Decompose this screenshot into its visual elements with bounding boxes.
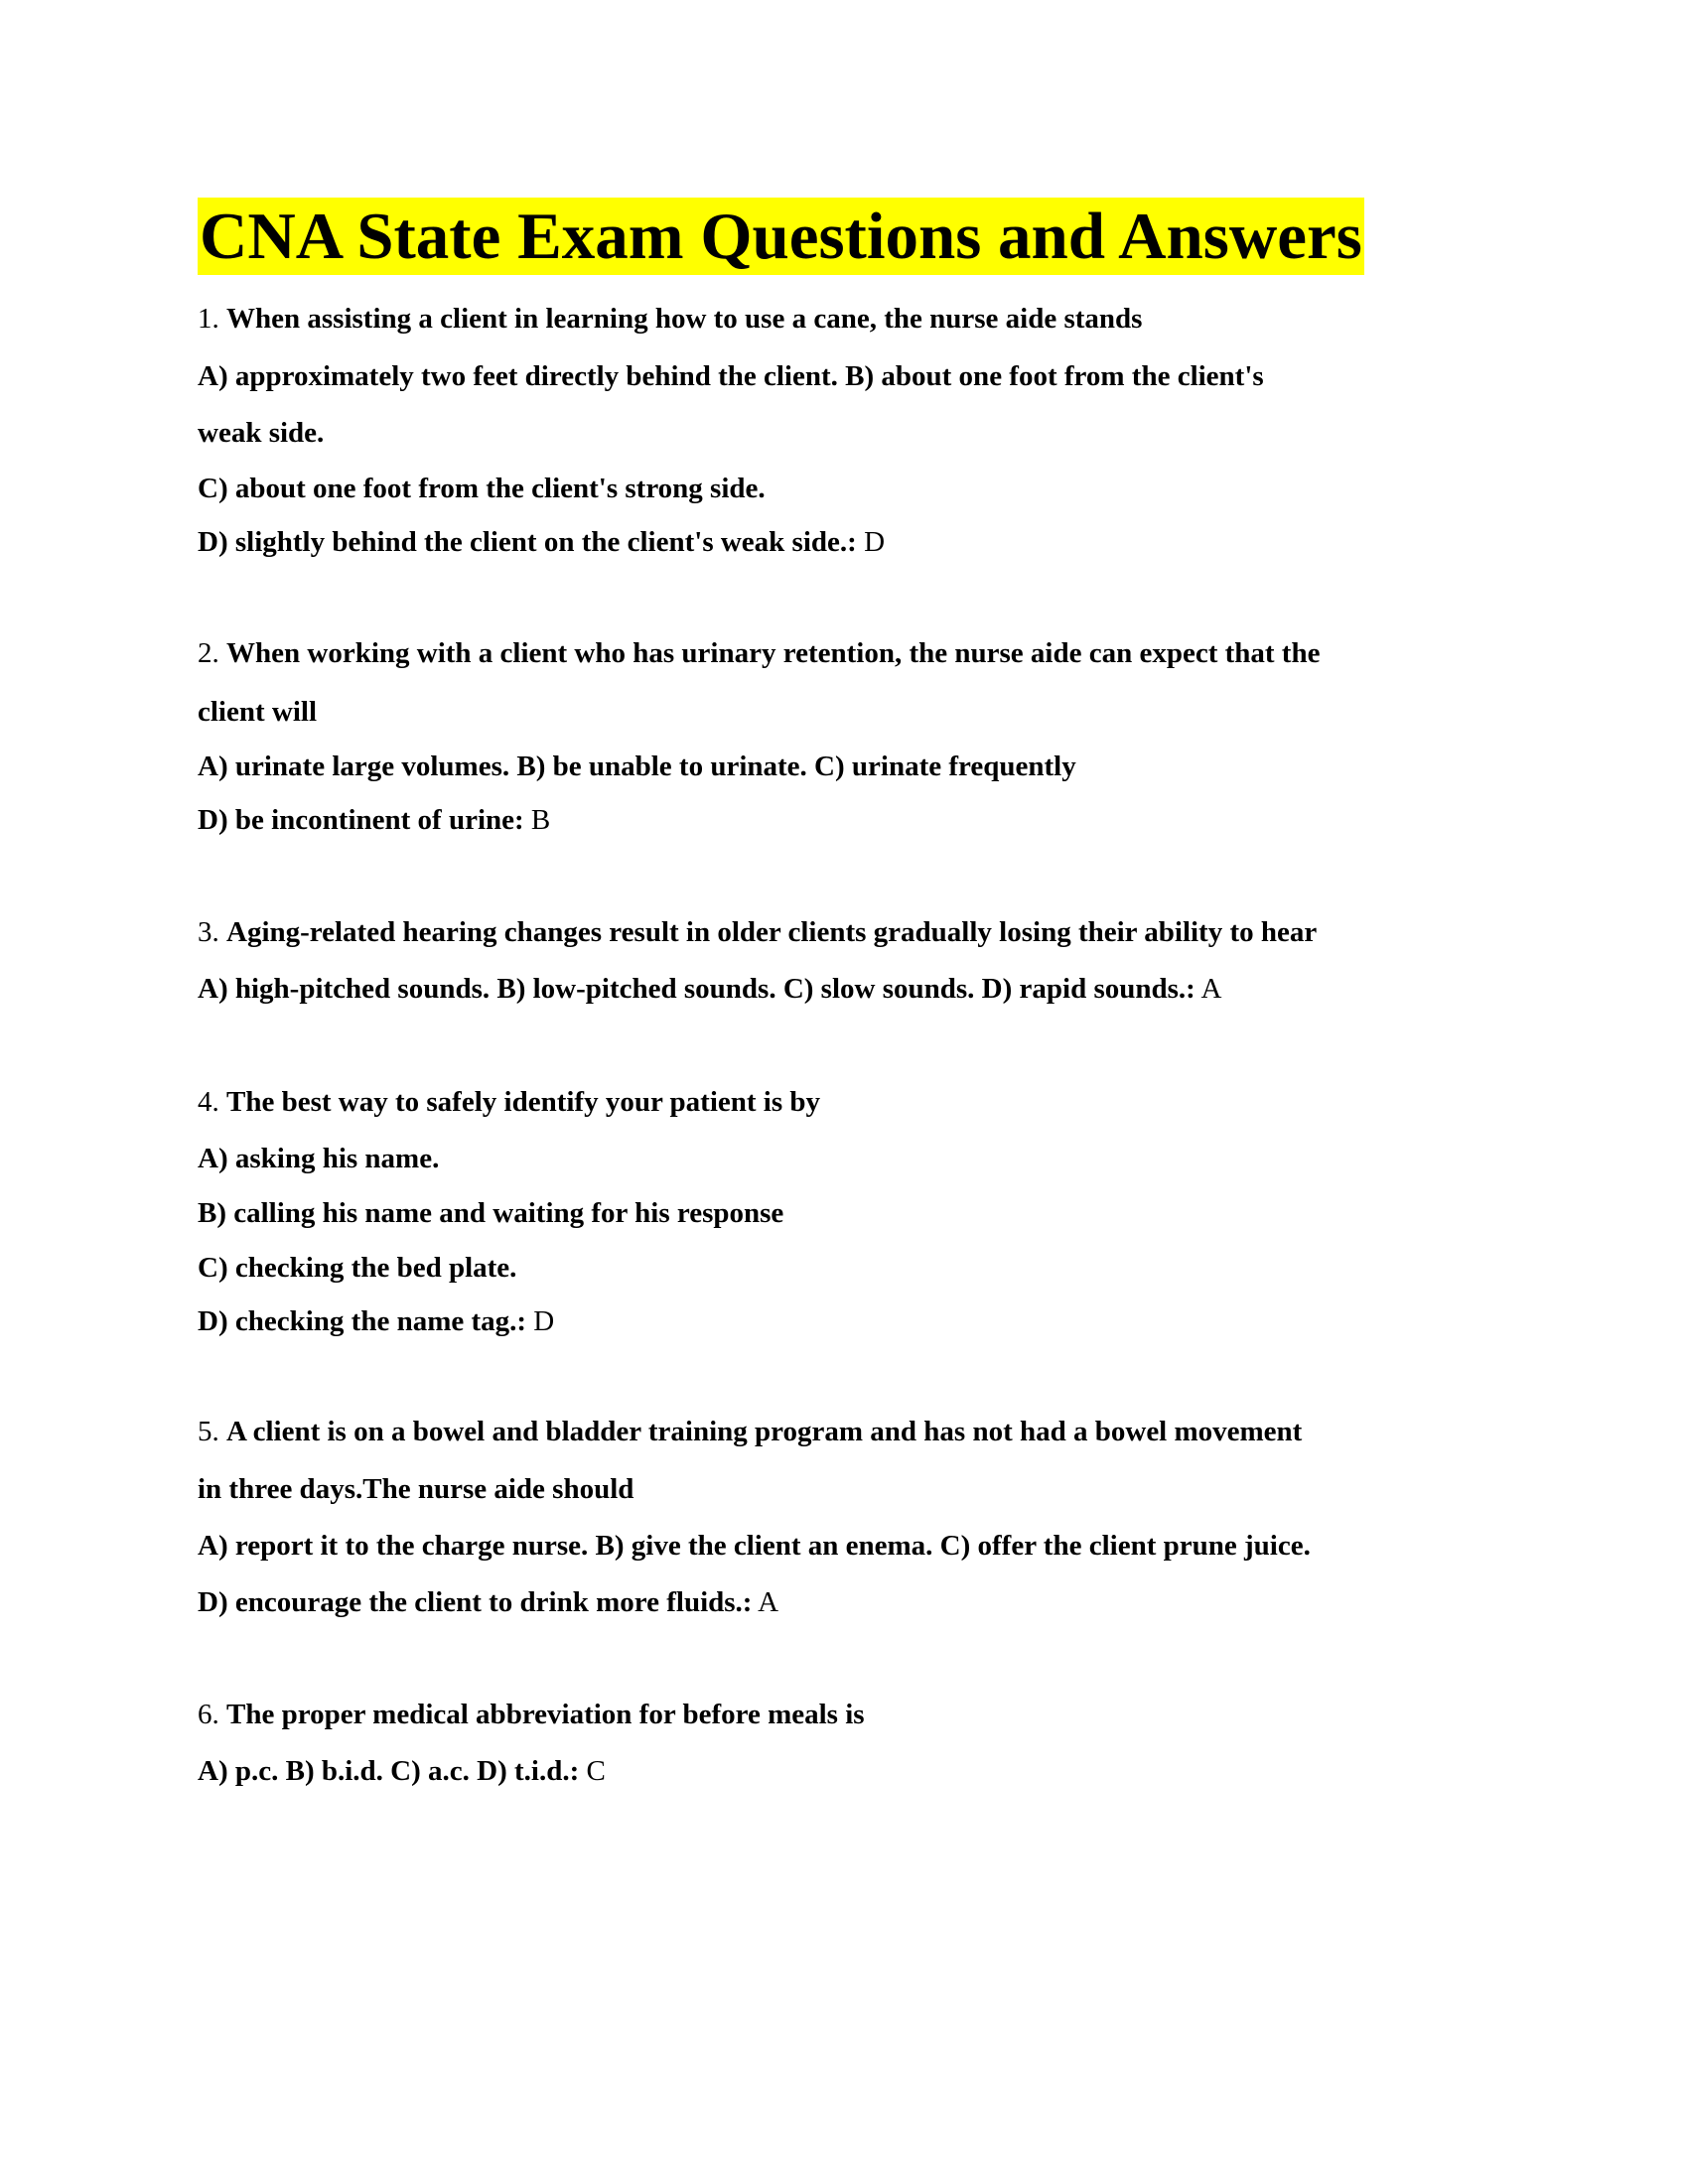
question-text [198, 299, 1142, 339]
line-text: Aging-related hearing changes result in older clients gradually losing their ability to hear [226, 916, 1318, 948]
question-number: 4. [198, 1086, 219, 1118]
line-text: A) asking his name. [198, 1143, 440, 1174]
question-option-line [198, 469, 766, 508]
line-text: A) approximately two feet directly behind the client. B) about one foot from the client's [198, 360, 1264, 392]
line-text: When assisting a client in learning how to use a cane, the nurse aide stands [226, 303, 1143, 335]
answer-text: D [864, 526, 886, 558]
question-number: 3. [198, 916, 219, 948]
line-text: C) about one foot from the client's strong side. [198, 473, 766, 504]
question-option-line [198, 969, 1221, 1009]
line-text: A) urinate large volumes. B) be unable to urinate. C) urinate frequently [198, 751, 1076, 782]
question-option-line [198, 1248, 516, 1288]
question-number: 1. [198, 303, 219, 335]
line-text: The best way to safely identify your patient is by [226, 1086, 821, 1118]
question-number: 5. [198, 1416, 219, 1447]
question-text [198, 1082, 820, 1122]
question-number: 6. [198, 1699, 219, 1730]
question-option-line [198, 1469, 633, 1509]
line-text: A client is on a bowel and bladder training program and has not had a bowel movement [226, 1416, 1303, 1447]
line-text: B) calling his name and waiting for his response [198, 1197, 784, 1229]
line-text: D) slightly behind the client on the client's weak side.: [198, 526, 857, 558]
question-text [198, 1412, 1302, 1451]
answer-text: A [1200, 973, 1222, 1005]
line-text: client will [198, 696, 318, 728]
question-text [198, 1695, 865, 1734]
question-text [198, 912, 1317, 952]
line-text: The proper medical abbreviation for before meals is [226, 1699, 865, 1730]
line-text: A) report it to the charge nurse. B) give the client an enema. C) offer the client prune juice. [198, 1530, 1311, 1562]
question-option-line [198, 1751, 606, 1791]
line-text: D) encourage the client to drink more fluids.: [198, 1586, 753, 1618]
line-text: A) high-pitched sounds. B) low-pitched sounds. C) slow sounds. D) rapid sounds.: [198, 973, 1196, 1005]
question-option-line [198, 1139, 439, 1178]
line-text: When working with a client who has urinary retention, the nurse aide can expect that the [226, 637, 1321, 669]
question-number: 2. [198, 637, 219, 669]
question-option-line [198, 747, 1076, 786]
answer-text: B [530, 804, 551, 836]
line-text: A) p.c. B) b.i.d. C) a.c. D) t.i.d.: [198, 1755, 580, 1787]
answer-text: C [586, 1755, 606, 1787]
document-title: CNA State Exam Questions and Answers [200, 200, 1362, 273]
line-text: D) be incontinent of urine: [198, 804, 524, 836]
line-text: C) checking the bed plate. [198, 1252, 517, 1284]
question-option-line [198, 800, 550, 840]
question-text [198, 633, 1320, 673]
question-option-line [198, 1301, 554, 1341]
line-text: D) checking the name tag.: [198, 1305, 527, 1337]
question-option-line [198, 1193, 783, 1233]
question-option-line [198, 1526, 1311, 1566]
line-text: weak side. [198, 417, 325, 449]
question-option-line [198, 692, 317, 732]
question-option-line [198, 413, 324, 453]
question-option-line [198, 522, 885, 562]
question-option-line [198, 1582, 778, 1622]
answer-text: A [758, 1586, 779, 1618]
answer-text: D [533, 1305, 555, 1337]
question-option-line [198, 356, 1264, 396]
line-text: in three days.The nurse aide should [198, 1473, 634, 1505]
